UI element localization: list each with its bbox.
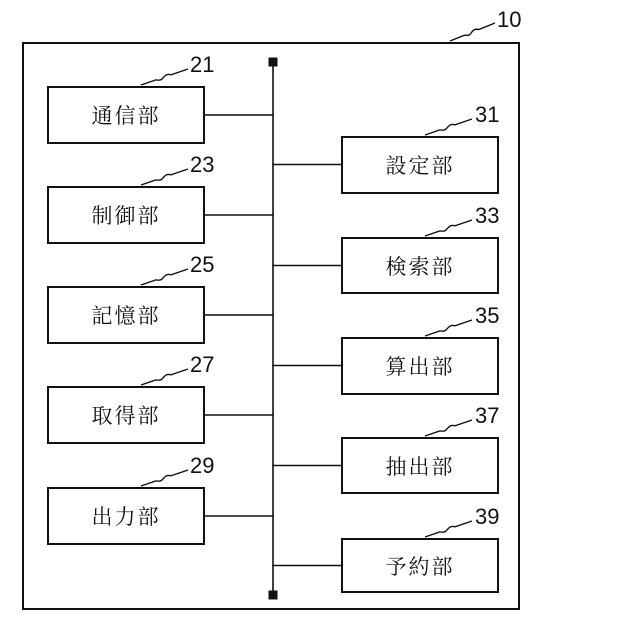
ref-label-25: 25 <box>190 252 215 277</box>
ref-label-39: 39 <box>475 504 500 529</box>
ref-label-33: 33 <box>475 203 500 228</box>
block-communication-unit: 通信部 <box>47 86 205 144</box>
block-control-unit: 制御部 <box>47 186 205 244</box>
ref-label-21: 21 <box>190 52 215 77</box>
block-setting-unit: 設定部 <box>341 136 499 194</box>
block-acquisition-unit: 取得部 <box>47 386 205 444</box>
block-output-unit: 出力部 <box>47 487 205 545</box>
ref-label-23: 23 <box>190 152 215 177</box>
ref-label-29: 29 <box>190 453 215 478</box>
block-extraction-unit: 抽出部 <box>341 437 499 494</box>
ref-label-31: 31 <box>475 102 500 127</box>
ref-label-27: 27 <box>190 352 215 377</box>
ref-label-35: 35 <box>475 303 500 328</box>
block-storage-unit: 記憶部 <box>47 286 205 344</box>
block-search-unit: 検索部 <box>341 237 499 294</box>
ref-leader-outer <box>450 23 495 41</box>
block-calculation-unit: 算出部 <box>341 337 499 395</box>
ref-label-10: 10 <box>497 7 522 32</box>
block-reservation-unit: 予約部 <box>341 538 499 593</box>
ref-label-37: 37 <box>475 403 500 428</box>
